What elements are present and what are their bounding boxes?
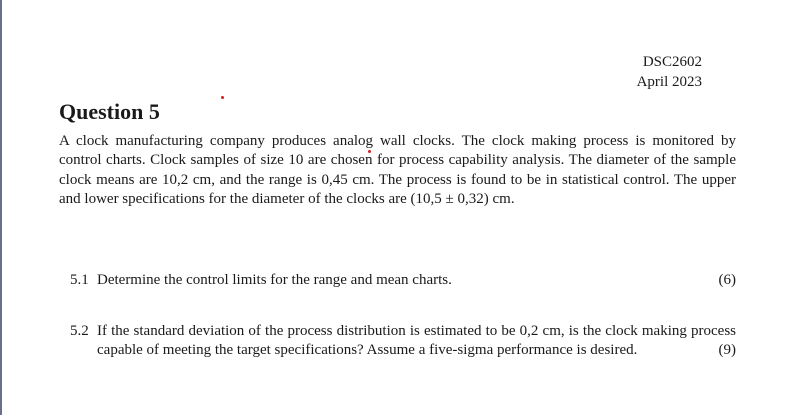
subquestion-marks: (6) bbox=[718, 272, 736, 288]
subquestion-number: 5.1 bbox=[70, 272, 89, 288]
question-title: Question 5 bbox=[59, 99, 160, 124]
red-mark-dot bbox=[221, 96, 224, 99]
question-intro: A clock manufacturing company produces analog wall clocks. The clock making process is monitored by control charts. Clock samples of size 10 are chosen for process capability analysis. The diameter of the sample clock means are 10,2 cm, and the range is 0,45 cm. The process is found to be in statistical control. The upper and lower specifications for the diameter of the clocks are (10,5 ± 0,32) cm. bbox=[59, 133, 736, 208]
subquestion-text: Determine the control limits for the range and mean charts. bbox=[97, 272, 452, 288]
page-header bbox=[637, 52, 702, 92]
subquestion-5-2 bbox=[70, 322, 736, 361]
exam-date: April 2023 bbox=[636, 74, 702, 90]
subquestion-text: If the standard deviation of the process distribution is estimated to be 0,2 cm, is the clock making process capable of meeting the target specifications? Assume a five-sigma performance is desired. bbox=[97, 323, 736, 359]
page-left-edge bbox=[0, 0, 2, 415]
subquestion-number: 5.2 bbox=[70, 323, 89, 339]
subquestion-marks: (9) bbox=[718, 342, 736, 359]
course-code: DSC2602 bbox=[642, 54, 702, 70]
subquestion-5-1 bbox=[70, 271, 736, 290]
